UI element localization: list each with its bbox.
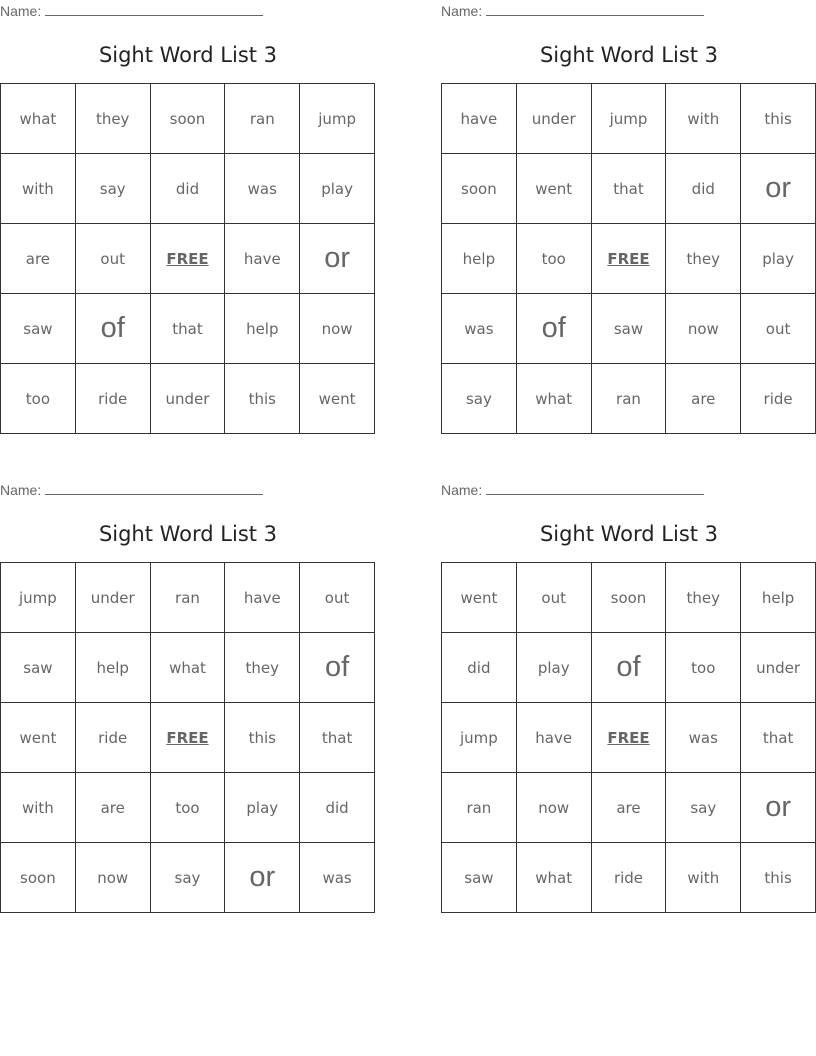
word-cell[interactable]: under	[151, 364, 226, 434]
name-line	[441, 3, 704, 19]
word-cell[interactable]: have	[225, 563, 300, 633]
word-cell[interactable]: with	[666, 843, 741, 913]
word-cell[interactable]: jump	[300, 84, 375, 154]
word-cell[interactable]: ride	[76, 364, 151, 434]
word-cell[interactable]: now	[300, 294, 375, 364]
word-cell[interactable]: they	[666, 224, 741, 294]
word-cell[interactable]: jump	[592, 84, 667, 154]
word-cell[interactable]: was	[300, 843, 375, 913]
word-cell[interactable]: soon	[1, 843, 76, 913]
card-title: Sight Word List 3	[539, 522, 719, 546]
word-cell[interactable]: went	[442, 563, 517, 633]
word-cell[interactable]: or	[741, 773, 816, 843]
word-cell[interactable]: did	[300, 773, 375, 843]
word-cell[interactable]: too	[1, 364, 76, 434]
bingo-card-4	[441, 479, 816, 915]
word-cell[interactable]: too	[517, 224, 592, 294]
word-cell[interactable]: this	[225, 364, 300, 434]
card-title: Sight Word List 3	[98, 43, 278, 67]
name-line	[0, 3, 263, 19]
word-cell[interactable]: with	[1, 154, 76, 224]
word-cell[interactable]: out	[741, 294, 816, 364]
word-cell[interactable]: play	[225, 773, 300, 843]
bingo-card-2	[441, 0, 816, 436]
word-cell[interactable]: saw	[1, 294, 76, 364]
word-cell[interactable]: have	[517, 703, 592, 773]
name-label: Name:	[0, 482, 42, 498]
name-blank[interactable]	[45, 482, 263, 495]
word-cell[interactable]: that	[300, 703, 375, 773]
word-cell[interactable]: or	[300, 224, 375, 294]
word-cell[interactable]: ride	[592, 843, 667, 913]
word-cell[interactable]: under	[741, 633, 816, 703]
word-cell[interactable]: went	[300, 364, 375, 434]
name-label: Name:	[0, 3, 42, 19]
word-grid	[441, 562, 816, 913]
word-cell[interactable]: that	[741, 703, 816, 773]
free-space-cell[interactable]: FREE	[592, 224, 667, 294]
word-cell[interactable]: ride	[741, 364, 816, 434]
word-cell[interactable]: of	[592, 633, 667, 703]
word-cell[interactable]: went	[517, 154, 592, 224]
name-label: Name:	[441, 482, 483, 498]
word-cell[interactable]: jump	[1, 563, 76, 633]
word-cell[interactable]: have	[442, 84, 517, 154]
free-space-cell[interactable]: FREE	[151, 703, 226, 773]
word-cell[interactable]: they	[225, 633, 300, 703]
card-title: Sight Word List 3	[98, 522, 278, 546]
name-line	[441, 482, 704, 498]
word-cell[interactable]: have	[225, 224, 300, 294]
word-cell[interactable]: ran	[151, 563, 226, 633]
word-cell[interactable]: this	[225, 703, 300, 773]
word-cell[interactable]: with	[1, 773, 76, 843]
word-cell[interactable]: play	[517, 633, 592, 703]
word-cell[interactable]: soon	[592, 563, 667, 633]
word-cell[interactable]: saw	[442, 843, 517, 913]
word-cell[interactable]: what	[517, 843, 592, 913]
name-blank[interactable]	[486, 482, 704, 495]
word-cell[interactable]: of	[517, 294, 592, 364]
word-cell[interactable]: they	[76, 84, 151, 154]
word-cell[interactable]: saw	[592, 294, 667, 364]
word-grid	[0, 83, 375, 434]
word-cell[interactable]: out	[300, 563, 375, 633]
free-space-cell[interactable]: FREE	[592, 703, 667, 773]
word-cell[interactable]: did	[151, 154, 226, 224]
word-cell[interactable]: are	[1, 224, 76, 294]
word-cell[interactable]: of	[300, 633, 375, 703]
word-cell[interactable]: that	[592, 154, 667, 224]
word-grid	[0, 562, 375, 913]
word-cell[interactable]: now	[666, 294, 741, 364]
word-cell[interactable]: of	[76, 294, 151, 364]
word-cell[interactable]: what	[151, 633, 226, 703]
word-cell[interactable]: saw	[1, 633, 76, 703]
name-line	[0, 482, 263, 498]
word-cell[interactable]: under	[76, 563, 151, 633]
word-cell[interactable]: did	[442, 633, 517, 703]
word-cell[interactable]: this	[741, 843, 816, 913]
word-cell[interactable]: with	[666, 84, 741, 154]
word-cell[interactable]: soon	[151, 84, 226, 154]
word-cell[interactable]: jump	[442, 703, 517, 773]
word-cell[interactable]: was	[442, 294, 517, 364]
word-cell[interactable]: they	[666, 563, 741, 633]
name-blank[interactable]	[45, 3, 263, 16]
word-cell[interactable]: ran	[592, 364, 667, 434]
bingo-card-3	[0, 479, 376, 915]
word-cell[interactable]: play	[741, 224, 816, 294]
word-cell[interactable]: are	[76, 773, 151, 843]
word-cell[interactable]: are	[666, 364, 741, 434]
word-cell[interactable]: what	[1, 84, 76, 154]
word-cell[interactable]: too	[151, 773, 226, 843]
word-grid	[441, 83, 816, 434]
word-cell[interactable]: ran	[442, 773, 517, 843]
word-cell[interactable]: help	[741, 563, 816, 633]
word-cell[interactable]: out	[517, 563, 592, 633]
word-cell[interactable]: what	[517, 364, 592, 434]
name-blank[interactable]	[486, 3, 704, 16]
word-cell[interactable]: now	[517, 773, 592, 843]
word-cell[interactable]: this	[741, 84, 816, 154]
word-cell[interactable]: went	[1, 703, 76, 773]
word-cell[interactable]: or	[225, 843, 300, 913]
word-cell[interactable]: ran	[225, 84, 300, 154]
free-space-cell[interactable]: FREE	[151, 224, 226, 294]
bingo-card-1	[0, 0, 376, 436]
word-cell[interactable]: help	[442, 224, 517, 294]
word-cell[interactable]: say	[76, 154, 151, 224]
word-cell[interactable]: under	[517, 84, 592, 154]
word-cell[interactable]: did	[666, 154, 741, 224]
word-cell[interactable]: say	[151, 843, 226, 913]
word-cell[interactable]: or	[741, 154, 816, 224]
word-cell[interactable]: was	[666, 703, 741, 773]
word-cell[interactable]: are	[592, 773, 667, 843]
word-cell[interactable]: play	[300, 154, 375, 224]
card-title: Sight Word List 3	[539, 43, 719, 67]
word-cell[interactable]: out	[76, 224, 151, 294]
word-cell[interactable]: say	[666, 773, 741, 843]
word-cell[interactable]: was	[225, 154, 300, 224]
word-cell[interactable]: now	[76, 843, 151, 913]
word-cell[interactable]: help	[76, 633, 151, 703]
word-cell[interactable]: too	[666, 633, 741, 703]
name-label: Name:	[441, 3, 483, 19]
word-cell[interactable]: soon	[442, 154, 517, 224]
word-cell[interactable]: that	[151, 294, 226, 364]
word-cell[interactable]: ride	[76, 703, 151, 773]
word-cell[interactable]: help	[225, 294, 300, 364]
word-cell[interactable]: say	[442, 364, 517, 434]
